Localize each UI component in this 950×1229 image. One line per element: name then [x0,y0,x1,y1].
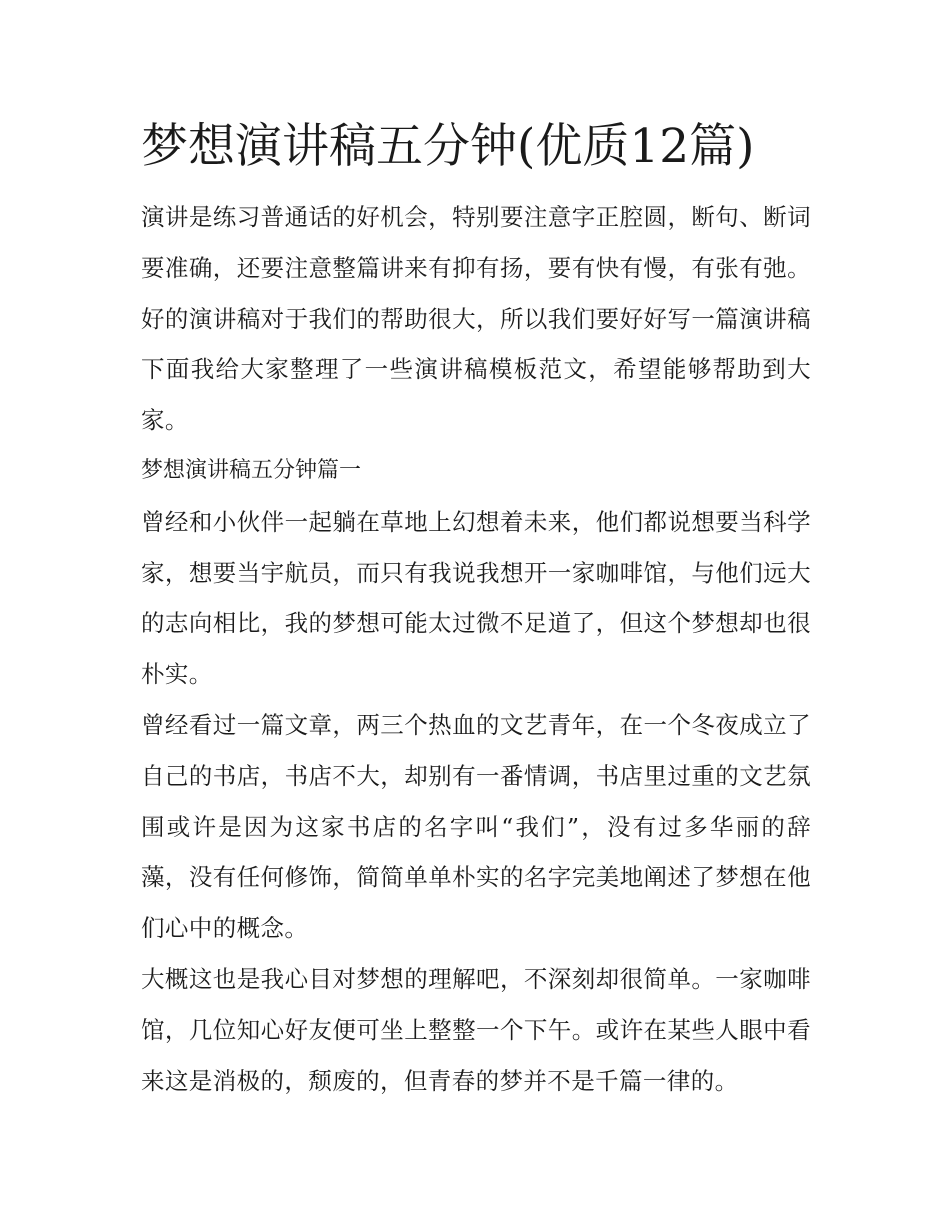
section-heading: 梦想演讲稿五分钟篇一 [141,457,362,483]
document-title: 梦想演讲稿五分钟(优质12篇) [141,119,755,174]
intro-paragraph: 演讲是练习普通话的好机会，特别要注意字正腔圆，断句、断词要准确，还要注意整篇讲来有抑有扬，要有快有慢，有张有弛。好的演讲稿对于我们的帮助很大，所以我们要好好写一篇演讲稿下面我给大家整理了一些演讲稿模板范文，希望能够帮助到大家。 [141,203,811,435]
body-paragraph-3: 大概这也是我心目对梦想的理解吧，不深刻却很简单。一家咖啡馆，几位知心好友便可坐上整整一个下午。或许在某些人眼中看来这是消极的，颓废的，但青春的梦并不是千篇一律的。 [141,964,811,1095]
body-paragraph-1: 曾经和小伙伴一起躺在草地上幻想着未来，他们都说想要当科学家，想要当宇航员，而只有我说我想开一家咖啡馆，与他们远大的志向相比，我的梦想可能太过微不足道了，但这个梦想却也很朴实。 [141,507,811,689]
body-paragraph-2: 曾经看过一篇文章，两三个热血的文艺青年，在一个冬夜成立了自己的书店，书店不大，却别有一番情调，书店里过重的文艺氛围或许是因为这家书店的名字叫“我们”，没有过多华丽的辞藻，没有任何修饰，简简单单朴实的名字完美地阐述了梦想在他们心中的概念。 [141,710,811,943]
document-page [141,112,811,1106]
